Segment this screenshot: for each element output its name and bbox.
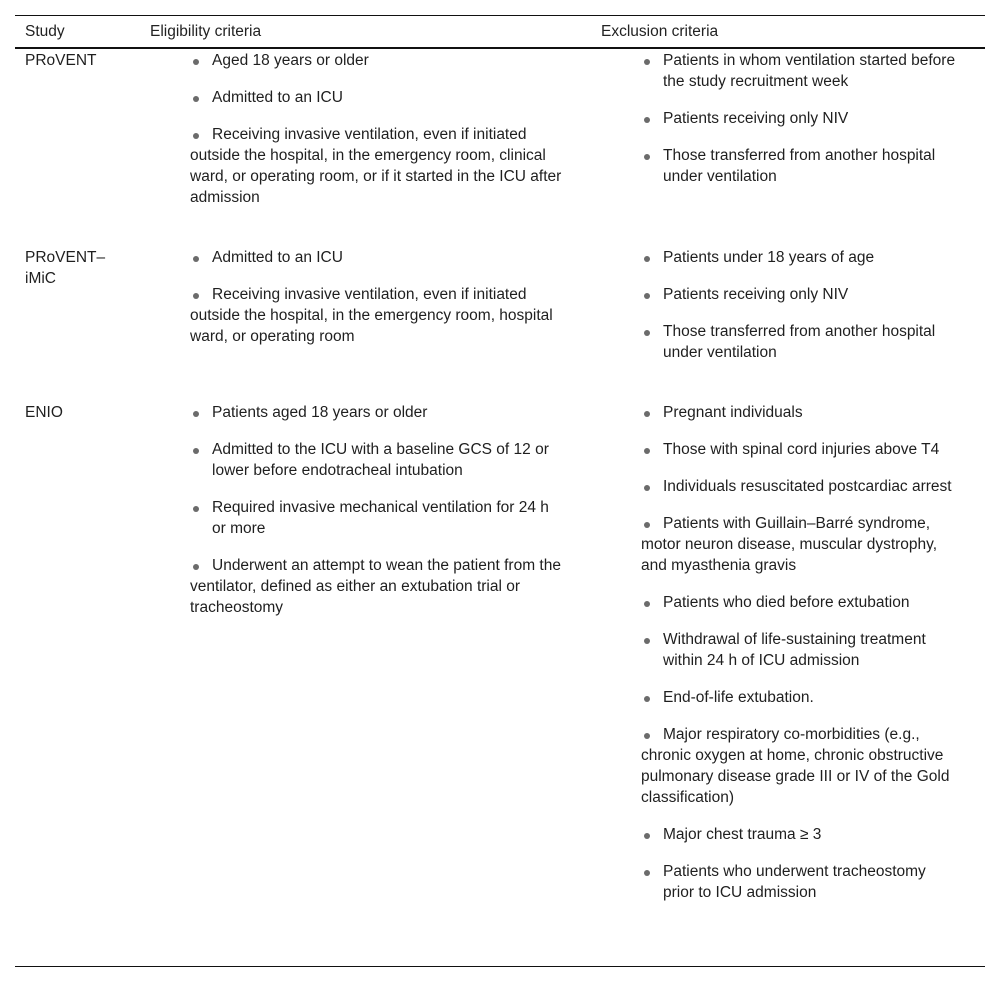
exclusion-list [641,50,961,203]
exclusion-list [641,402,961,919]
bullet-icon [644,601,650,607]
bullet-icon [193,411,199,417]
bullet-icon [644,638,650,644]
study-name: PRoVENT–iMiC [25,249,106,287]
bullet-icon [644,870,650,876]
list-item: Admitted to the ICU with a baseline GCS of 12 or lower before endotracheal intubation [190,439,565,481]
list-item: Required invasive mechanical ventilation for 24 h or more [190,497,565,539]
list-item: Withdrawal of life-sustaining treatment within 24 h of ICU admission [641,629,961,671]
table-top-rule [15,15,985,16]
list-item: Patients aged 18 years or older [190,402,565,423]
list-item: Pregnant individuals [641,402,961,423]
list-item: Patients receiving only NIV [641,108,961,129]
bullet-icon [644,448,650,454]
list-item: Patients in whom ventilation started before the study recruitment week [641,50,961,92]
bullet-icon [193,448,199,454]
column-header-eligibility: Eligibility criteria [150,23,262,40]
bullet-icon [644,411,650,417]
list-item: Patients receiving only NIV [641,284,961,305]
list-item: Admitted to an ICU [190,247,565,268]
bullet-icon [644,485,650,491]
bullet-icon [644,293,650,299]
list-item: Individuals resuscitated postcardiac arrest [641,476,961,497]
list-item: Aged 18 years or older [190,50,565,71]
bullet-icon [193,256,199,262]
list-item: Those transferred from another hospital under ventilation [641,145,961,187]
bullet-icon [193,96,199,102]
table-header-rule [15,47,985,49]
study-name: PRoVENT [25,52,97,69]
bullet-icon [193,133,199,139]
study-name: ENIO [25,404,63,421]
list-item: Patients with Guillain–Barré syndrome, motor neuron disease, muscular dystrophy, and myasthenia gravis [641,515,938,574]
list-item: Underwent an attempt to wean the patient from the ventilator, defined as either an extubation trial or tracheostomy [190,557,561,616]
bullet-icon [644,59,650,65]
bullet-icon [193,293,199,299]
bullet-icon [193,59,199,65]
eligibility-list [190,402,565,634]
bullet-icon [193,506,199,512]
bullet-icon [193,564,199,570]
table-bottom-rule [15,966,985,967]
list-item: Admitted to an ICU [190,87,565,108]
list-item: Patients who died before extubation [641,592,961,613]
bullet-icon [644,733,650,739]
bullet-icon [644,154,650,160]
bullet-icon [644,833,650,839]
list-item: Receiving invasive ventilation, even if initiated outside the hospital, in the emergency room, hospital ward, or operating room [190,286,553,345]
eligibility-list [190,247,565,363]
list-item: Major respiratory co-morbidities (e.g., chronic oxygen at home, chronic obstructive pulmonary disease grade III or IV of the Gold classification) [641,726,950,806]
eligibility-list [190,50,565,224]
bullet-icon [644,330,650,336]
list-item: End-of-life extubation. [641,687,961,708]
bullet-icon [644,696,650,702]
bullet-icon [644,522,650,528]
bullet-icon [644,256,650,262]
column-header-exclusion: Exclusion criteria [601,23,719,40]
column-header-study: Study [25,23,65,40]
list-item: Major chest trauma ≥ 3 [641,824,961,845]
bullet-icon [644,117,650,123]
list-item: Receiving invasive ventilation, even if initiated outside the hospital, in the emergency room, clinical ward, or operating room, or if it started in the ICU after admission [190,126,562,206]
list-item: Patients under 18 years of age [641,247,961,268]
exclusion-list [641,247,961,379]
list-item: Those with spinal cord injuries above T4 [641,439,961,460]
list-item: Patients who underwent tracheostomy prior to ICU admission [641,861,961,903]
list-item: Those transferred from another hospital under ventilation [641,321,961,363]
